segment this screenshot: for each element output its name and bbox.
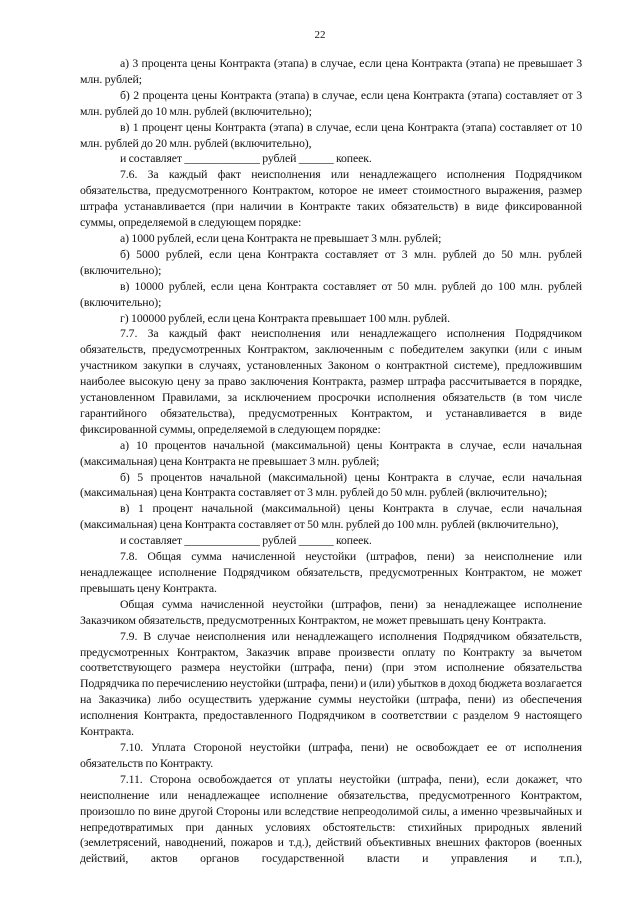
paragraph-7-11: 7.11. Сторона освобождается от уплаты неустойки (штрафа, пени), если докажет, что неисполнение или ненадлежащее исполнение обязательства, предусмотренного Контрактом, произошло по вине другой Стороны или вследствие непреодолимой силы, а именно чрезвычайных и непредотвратимых при данных условиях обстоятельств: стихийных природных явлений (землетрясений, наводнений, пожаров и т.д.), действий объективных внешних факторов (военных действий, актов органов государственной власти и управления и т.п.), <box>80 771 582 866</box>
paragraph-7-8: 7.8. Общая сумма начисленной неустойки (штрафов, пени) за неисполнение или ненадлежащее исполнение Подрядчиком обязательств, предусмотренных Контрактом, не может превышать цену Контракта. <box>80 549 582 595</box>
paragraph-7-5-amount: и составляет _____________ рублей ______ копеек. <box>120 151 372 166</box>
page-number: 22 <box>314 29 326 41</box>
paragraph-7-7-v: в) 1 процент начальной (максимальной) цены Контракта в случае, если начальная (максимальная) цена Контракта составляет от 50 млн. рублей до 100 млн. рублей (включительно), <box>80 501 582 532</box>
paragraph-7-8-customer: Общая сумма начисленной неустойки (штрафов, пени) за ненадлежащее исполнение Заказчиком обязательств, предусмотренных Контрактом, не может превышать цену Контракта. <box>80 596 582 627</box>
paragraph-7-7-b: б) 5 процентов начальной (максимальной) цены Контракта в случае, если начальная (максимальная) цена Контракта составляет от 3 млн. рублей до 50 млн. рублей (включительно); <box>80 469 582 500</box>
paragraph-7-6-b: б) 5000 рублей, если цена Контракта составляет от 3 млн. рублей до 50 млн. рублей (включительно); <box>80 246 582 277</box>
paragraph-7-6: 7.6. За каждый факт неисполнения или ненадлежащего исполнения Подрядчиком обязательства, предусмотренного Контрактом, которое не имеет стоимостного выражения, размер штрафа устанавливается (при наличии в Контракте таких обязательств) в виде фиксированной суммы, определяемой в следующем порядке: <box>80 167 582 230</box>
paragraph-7-10: 7.10. Уплата Стороной неустойки (штрафа, пени) не освобождает ее от исполнения обязательств по Контракту. <box>80 739 582 770</box>
paragraph-7-7: 7.7. За каждый факт неисполнения или ненадлежащего исполнения Подрядчиком обязательств, предусмотренных Контрактом, заключенным с победителем закупки (или с иным участником закупки в случаях, установленных Законом о контрактной системе), предложившим наиболее высокую цену за право заключения Контракта, размер штрафа рассчитывается в порядке, установленном Правилами, за исключением просрочки исполнения обязательств (в том числе гарантийного обязательства), предусмотренных Контрактом, и устанавливается в виде фиксированной суммы, определяемой в следующем порядке: <box>80 326 582 436</box>
paragraph-7-6-a: а) 1000 рублей, если цена Контракта не превышает 3 млн. рублей; <box>120 230 442 245</box>
paragraph-7-5-b: б) 2 процента цены Контракта (этапа) в случае, если цена Контракта (этапа) составляет от 3 млн. рублей до 10 млн. рублей (включительно); <box>80 87 582 118</box>
paragraph-7-7-amount: и составляет _____________ рублей ______ копеек. <box>120 533 372 548</box>
paragraph-7-6-g: г) 100000 рублей, если цена Контракта превышает 100 млн. рублей. <box>120 310 450 325</box>
paragraph-7-5-v: в) 1 процент цены Контракта (этапа) в случае, если цена Контракта (этапа) составляет от 10 млн. рублей до 20 млн. рублей (включительно), <box>80 119 582 150</box>
paragraph-7-7-a: а) 10 процентов начальной (максимальной) цены Контракта в случае, если начальная (максимальная) цена Контракта не превышает 3 млн. рублей; <box>80 437 582 468</box>
paragraph-7-5-a: а) 3 процента цены Контракта (этапа) в случае, если цена Контракта (этапа) не превышает 3 млн. рублей; <box>80 56 582 86</box>
paragraph-7-6-v: в) 10000 рублей, если цена Контракта составляет от 50 млн. рублей до 100 млн. рублей (включительно); <box>80 278 582 309</box>
paragraph-7-9: 7.9. В случае неисполнения или ненадлежащего исполнения Подрядчиком обязательств, предусмотренных Контрактом, Заказчик вправе произвести оплату по Контракту за вычетом соответствующего размера неустойки (штрафа, пени) (при этом исполнение обязательства Подрядчика по перечислению неустойки (штрафа, пени) и (или) убытков в доход бюджета возлагается на Заказчика) либо осуществить удержание суммы неустойки (штрафа, пени) из обеспечения исполнения Контракта, предоставленного Подрядчиком в соответствии с разделом 9 настоящего Контракта. <box>80 628 582 739</box>
document-body <box>80 56 582 867</box>
